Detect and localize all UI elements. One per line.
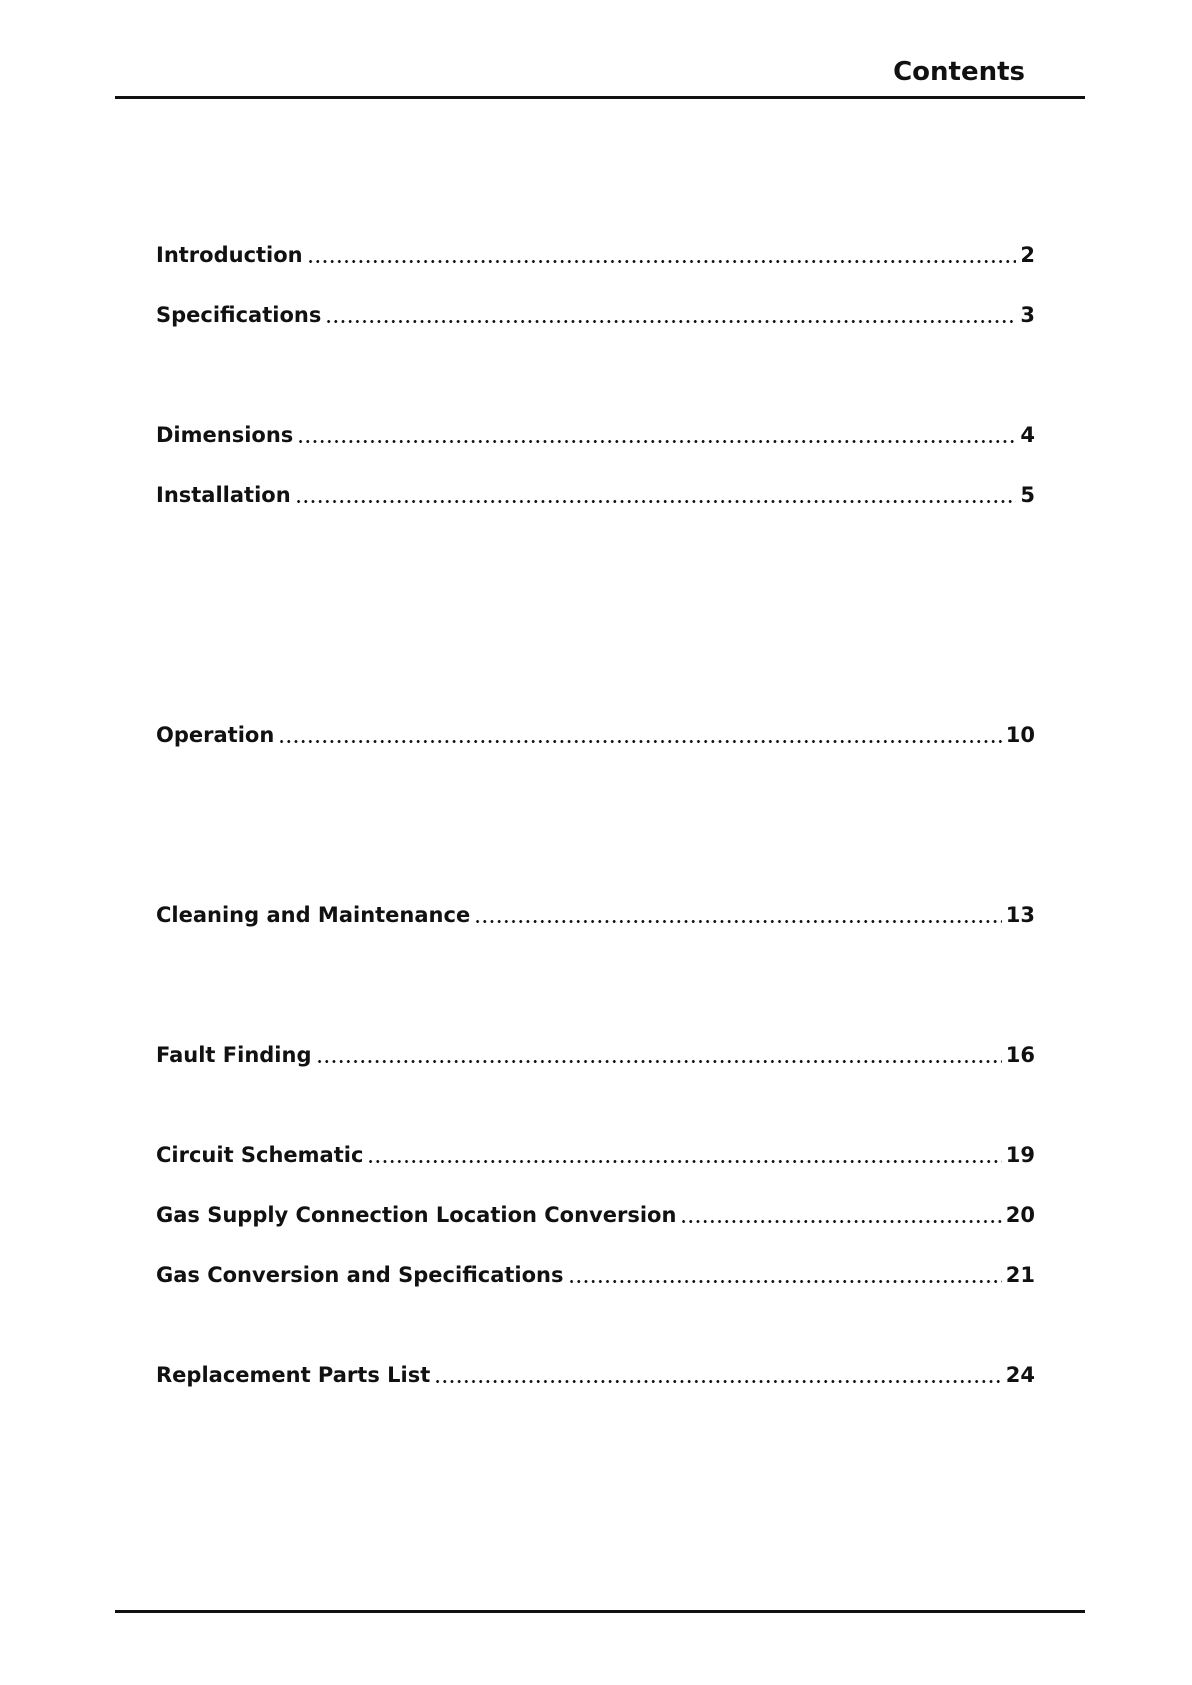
toc-entry-label: Replacement Parts List <box>156 1363 431 1387</box>
toc-entry-page: 19 <box>1005 1143 1035 1167</box>
dot-leader <box>434 1380 1002 1383</box>
toc-entry-replacement-parts-list[interactable] <box>156 1360 1035 1390</box>
dot-leader <box>295 500 1017 503</box>
footer-divider <box>115 1610 1085 1613</box>
toc-entry-page: 5 <box>1020 483 1035 507</box>
toc-entry-label: Specifications <box>156 303 322 327</box>
toc-entry-page: 10 <box>1005 723 1035 747</box>
toc-entry-installation[interactable] <box>156 480 1035 510</box>
toc-entry-specifications[interactable] <box>156 300 1035 330</box>
dot-leader <box>680 1220 1001 1223</box>
dot-leader <box>568 1280 1002 1283</box>
toc-entry-cleaning-and-maintenance[interactable] <box>156 900 1035 930</box>
toc-entry-page: 2 <box>1020 243 1035 267</box>
toc-entry-dimensions[interactable] <box>156 420 1035 450</box>
toc-entry-label: Circuit Schematic <box>156 1143 364 1167</box>
toc-entry-gas-conversion-and-specifications[interactable] <box>156 1260 1035 1290</box>
toc-entry-label: Installation <box>156 483 291 507</box>
toc-entry-gas-supply-connection-location-conversion[interactable] <box>156 1200 1035 1230</box>
toc-entry-page: 16 <box>1005 1043 1035 1067</box>
toc-entry-label: Gas Supply Connection Location Conversion <box>156 1203 677 1227</box>
header-divider <box>115 96 1085 99</box>
toc-entry-page: 20 <box>1005 1203 1035 1227</box>
dot-leader <box>367 1160 1001 1163</box>
toc-entry-label: Gas Conversion and Specifications <box>156 1263 564 1287</box>
toc-entry-label: Introduction <box>156 243 303 267</box>
toc-entry-label: Fault Finding <box>156 1043 312 1067</box>
toc-entry-page: 4 <box>1020 423 1035 447</box>
toc-entry-page: 21 <box>1005 1263 1035 1287</box>
dot-leader <box>297 440 1016 443</box>
toc-entry-circuit-schematic[interactable] <box>156 1140 1035 1170</box>
dot-leader <box>474 920 1002 923</box>
dot-leader <box>316 1060 1002 1063</box>
toc-entry-fault-finding[interactable] <box>156 1040 1035 1070</box>
toc-entry-operation[interactable] <box>156 720 1035 750</box>
toc-entry-page: 13 <box>1005 903 1035 927</box>
toc-entry-introduction[interactable] <box>156 240 1035 270</box>
toc-entry-label: Operation <box>156 723 275 747</box>
dot-leader <box>278 740 1001 743</box>
toc-entry-page: 3 <box>1020 303 1035 327</box>
page-title: Contents <box>893 57 1025 87</box>
toc-entry-page: 24 <box>1005 1363 1035 1387</box>
dot-leader <box>325 320 1016 323</box>
toc-entry-label: Cleaning and Maintenance <box>156 903 471 927</box>
toc-entry-label: Dimensions <box>156 423 294 447</box>
dot-leader <box>307 260 1017 263</box>
